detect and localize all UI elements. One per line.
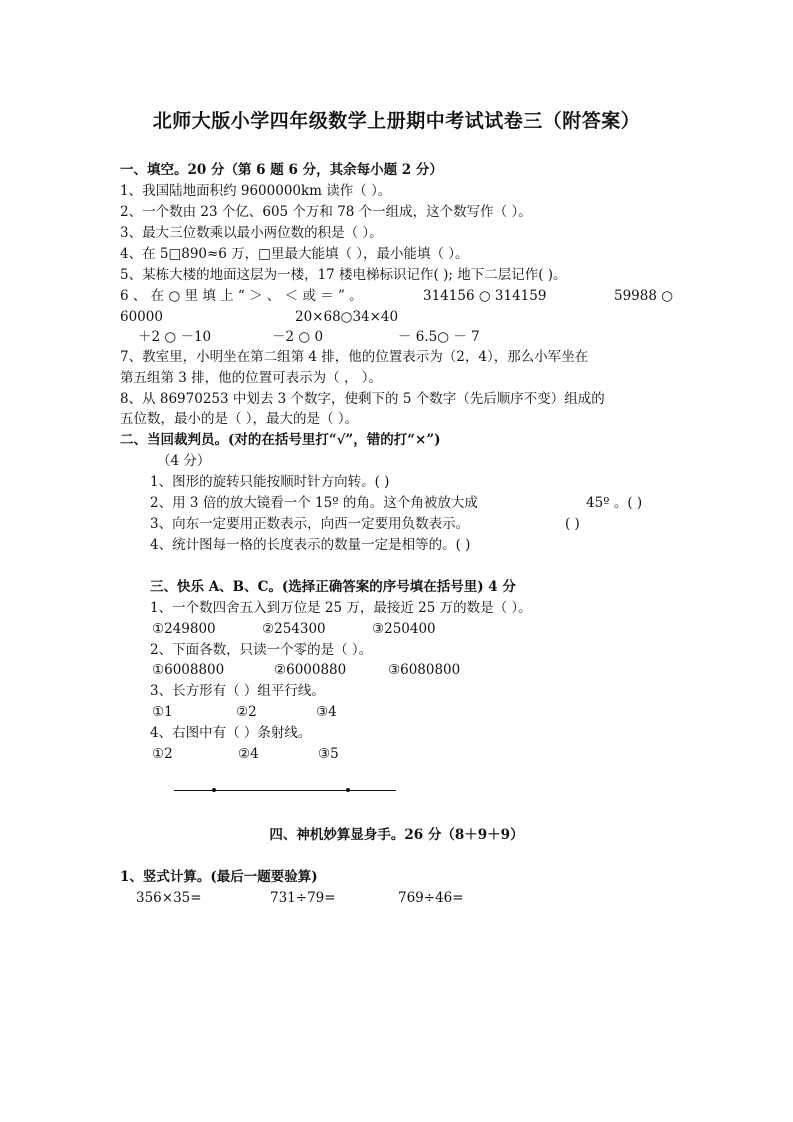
ray-figure-point-right — [346, 788, 350, 792]
section2-header: 二、当回裁判员。(对的在括号里打“√”，错的打“×”) — [120, 432, 441, 448]
s1-question-8-line2: 五位数，最小的是（ ），最大的是（ ）。 — [120, 411, 359, 427]
s4-subsection-1: 1、竖式计算。(最后一题要验算) — [120, 869, 318, 885]
s4-calc-1: 356×35= — [136, 890, 202, 906]
s1-q6-compare-f: － 6.5○ － 7 — [398, 329, 480, 345]
s3-q1-option-3: ③250400 — [372, 621, 436, 637]
s2-question-1: 1、图形的旋转只能按顺时针方向转。( ) — [150, 474, 390, 490]
s1-question-4: 4、在 5□890≈6 万，□里最大能填（ ），最小能填（ ）。 — [120, 246, 469, 262]
s2-question-2-tail: 45º 。( ) — [586, 495, 643, 511]
s3-question-3: 3、长方形有（ ）组平行线。 — [150, 683, 325, 699]
s1-question-5: 5、某栋大楼的地面这层为一楼，17 楼电梯标识记作( ); 地下二层记作( )。 — [120, 267, 567, 283]
section2-score: （4 分） — [157, 453, 211, 469]
s1-question-6-label: 6 、 在 ○ 里 填 上 “ ＞ 、 ＜ 或 ＝ ” 。 — [120, 288, 363, 304]
s3-q2-option-2: ②6000880 — [274, 662, 347, 678]
s2-question-3: 3、向东一定要用正数表示，向西一定要用负数表示。 — [150, 516, 470, 532]
s3-q1-option-2: ②254300 — [262, 621, 326, 637]
s3-q4-option-1: ①2 — [152, 746, 173, 762]
s3-q4-option-3: ③5 — [318, 746, 339, 762]
s4-calc-2: 731÷79= — [270, 890, 336, 906]
s1-question-2: 2、一个数由 23 个亿、605 个万和 78 个一组成，这个数写作（ ）。 — [120, 204, 532, 220]
s3-question-4: 4、右图中有（ ）条射线。 — [150, 725, 312, 741]
s1-question-1: 1、我国陆地面积约 9600000km 读作（ ）。 — [120, 183, 392, 199]
s3-question-1: 1、一个数四舍五入到万位是 25 万，最接近 25 万的数是（ ）。 — [150, 600, 532, 616]
s3-question-2: 2、下面各数，只读一个零的是（ ）。 — [150, 642, 373, 658]
s1-question-8-line1: 8、从 86970253 中划去 3 个数字，使剩下的 5 个数字（先后顺序不变）组成的 — [120, 391, 605, 407]
s1-q6-compare-b-cont: 60000 — [120, 309, 163, 325]
s3-q3-option-1: ①1 — [152, 704, 173, 720]
ray-figure-point-left — [212, 788, 216, 792]
s1-q6-compare-a: 314156 ○ 314159 — [423, 288, 547, 304]
s2-question-2: 2、用 3 倍的放大镜看一个 15º 的角。这个角被放大成 — [150, 495, 478, 511]
s3-q2-option-3: ③6080800 — [388, 662, 461, 678]
page-title: 北师大版小学四年级数学上册期中考试试卷三（附答案） — [152, 110, 641, 132]
s1-question-3: 3、最大三位数乘以最小两位数的积是（ ）。 — [120, 225, 383, 241]
s3-q3-option-3: ③4 — [316, 704, 337, 720]
s1-question-7-line2: 第五组第 3 排，他的位置可表示为（ ， ）。 — [120, 370, 383, 386]
s1-q6-compare-e: －2 ○ 0 — [272, 329, 324, 345]
section1-header: 一、填空。20 分（第 6 题 6 分，其余每小题 2 分） — [120, 162, 443, 178]
section4-header: 四、神机妙算显身手。26 分（8＋9＋9） — [269, 827, 524, 843]
s3-q4-option-2: ②4 — [238, 746, 259, 762]
s1-q6-compare-b: 59988 ○ — [614, 288, 674, 304]
s4-calc-3: 769÷46= — [398, 890, 464, 906]
s1-q6-compare-c: 20×68○34×40 — [295, 309, 399, 325]
s1-q6-compare-d: ＋2 ○ －10 — [138, 329, 212, 345]
ray-figure-line — [174, 790, 396, 791]
s2-question-4: 4、统计图每一格的长度表示的数量一定是相等的。( ) — [150, 537, 471, 553]
s3-q3-option-2: ②2 — [236, 704, 257, 720]
s1-question-7-line1: 7、教室里，小明坐在第二组第 4 排，他的位置表示为（2，4），那么小军坐在 — [120, 349, 589, 365]
section3-header: 三、快乐 A、B、C。(选择正确答案的序号填在括号里) 4 分 — [150, 579, 516, 595]
s2-question-3-tail: ( ) — [565, 516, 580, 532]
s3-q1-option-1: ①249800 — [152, 621, 216, 637]
s3-q2-option-1: ①6008800 — [152, 662, 225, 678]
